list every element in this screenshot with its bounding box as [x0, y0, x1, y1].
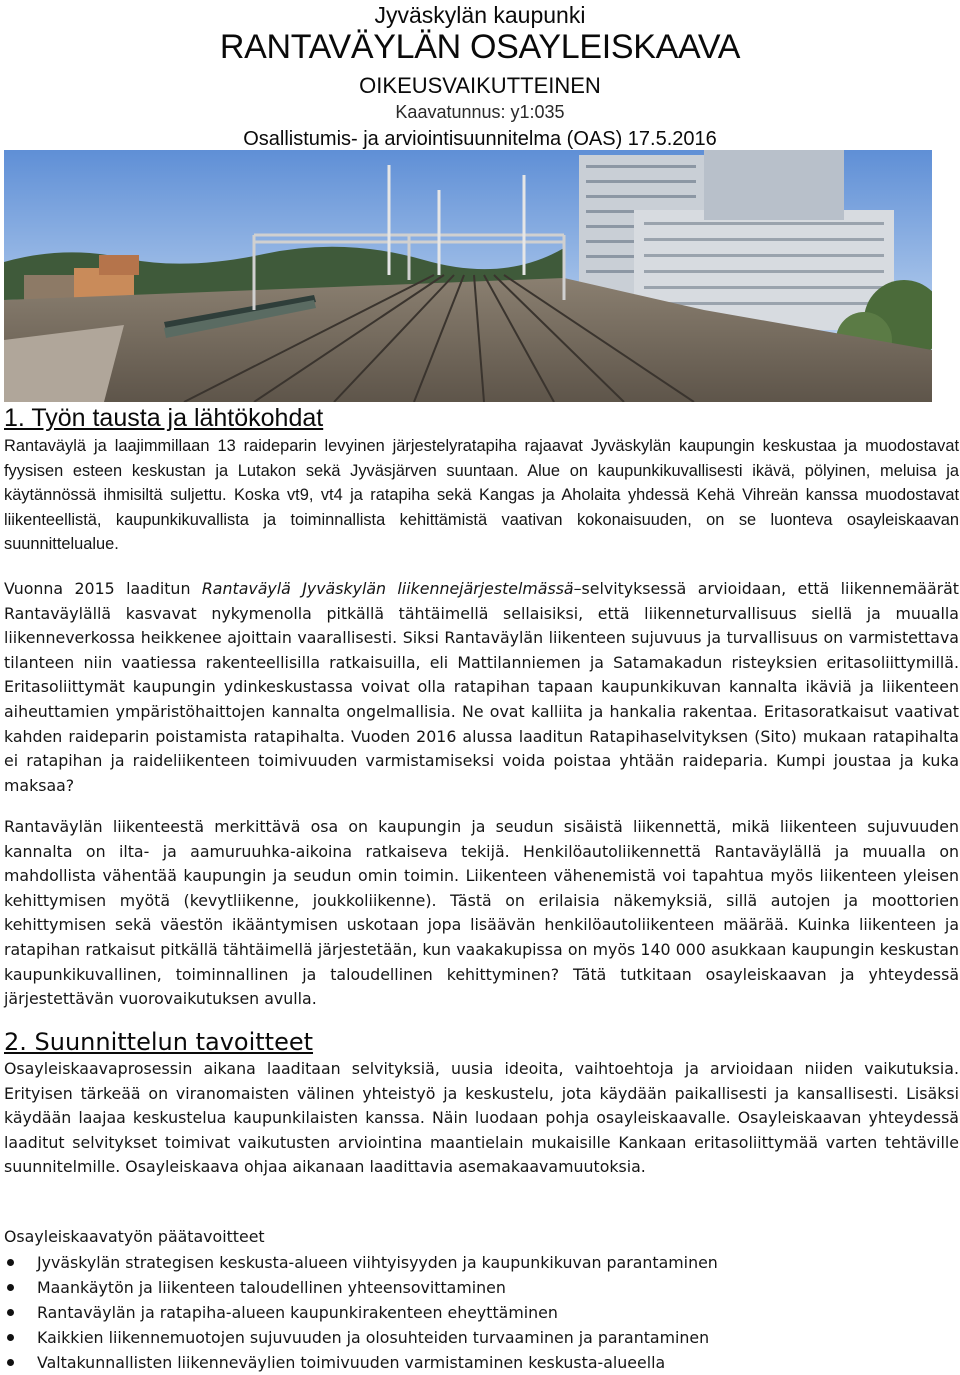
bullet-icon [7, 1359, 14, 1366]
plan-code: Kaavatunnus: y1:035 [395, 102, 565, 122]
list-item [0, 1300, 718, 1325]
goal-text: Kaikkien liikennemuotojen sujuvuuden ja olosuhteiden turvaaminen ja parantaminen [37, 1328, 710, 1347]
list-item [0, 1350, 718, 1375]
paragraph-background: Rantaväylä ja laajimmillaan 13 raideparin levyinen järjestelyratapiha rajaavat Jyväskylän kaupungin keskustaa ja muodostavat fyysisen esteen keskustan ja Lutakon sekä Jyväsjärven suuntaan. Alue on kaupunkikuvallisesti ikävä, pölyinen, meluisa ja käytännössä ihmisiltä suljettu. Koska vt9, vt4 ja ratapiha sekä Kangas ja Aholaita yhdessä Kehä Vihreän kanssa muodostavat liikenteellistä, kaupunkikuvallista ja toiminnallista kehittämistä vaativan kokonaisuuden, on se luonteva osayleiskaavan suunnittelualue. [4, 437, 959, 554]
bullet-icon [7, 1259, 14, 1266]
paragraph-traffic-study [4, 577, 959, 798]
list-item [0, 1250, 718, 1275]
document-subtitle: OIKEUSVAIKUTTEINEN [359, 73, 601, 98]
goals-list [0, 1250, 718, 1375]
railyard-photo [4, 150, 932, 402]
goal-text: Maankäytön ja liikenteen taloudellinen yhteensovittaminen [37, 1278, 506, 1297]
section-heading-background: 1. Työn tausta ja lähtökohdat [4, 404, 324, 432]
goals-intro: Osayleiskaavatyön päätavoitteet [4, 1227, 265, 1246]
goal-text: Valtakunnallisten liikenneväylien toimivuuden varmistaminen keskusta-alueella [37, 1353, 666, 1372]
list-item [0, 1325, 718, 1350]
paragraph-local-traffic: Rantaväylän liikenteestä merkittävä osa on kaupungin ja seudun sisäistä liikennettä, mikä liikenteen sujuvuuden kannalta on ilta- ja aamuruuhka-aikoina ratkaiseva tekijä. Henkilöautoliikennettä Rantaväylällä ja muualla on mahdollista vähentää kaupungin ja seudun omin toimin. Liikenteen vähenemistä voi tapahtua myös liikenteen yleisen kehittymisen myötä (kevytliikenne, joukkoliikenne). Tästä on erilaisia näkemyksiä, sillä autojen ja moottorien kehittymisen sekä väestön ikääntymisen uskotaan jopa lisäävän henkilöautoliikenteen määrää. Kuinka liikenteen ja ratapihan ratkaisut pitkällä tähtäimellä järjestetään, kun vaakakupissa on myös 140 000 asukkaan kaupungin keskustan kaupunkikuvallinen, toiminnallinen ja taloudellinen kehittyminen? Tätä tutkitaan osayleiskaavan ja yhteydessä järjestettävän vuorovaikutuksen avulla. [4, 817, 959, 1009]
goal-text: Rantaväylän ja ratapiha-alueen kaupunkirakenteen eheyttäminen [37, 1303, 558, 1322]
study-title: Rantaväylä Jyväskylän liikennejärjestelmässä [201, 579, 574, 598]
paragraph-text: –selvityksessä arvioidaan, että liikennemäärät Rantaväylällä kasvavat nykymenolla pitkällä tähtäimellä sellaisiksi, että liikenneturvallisuus siellä ja muualla liikenneverkossa heikkenee ajoittain vaarallisesti. Siksi Rantaväylän liikenteen sujuvuus ja turvallisuus on varmistettava tilanteen niin vaatiessa rakenteellisilla ratkaisuilla, eli Mattilanniemen ja Satamakadun risteyksien eritasoliittymillä. Eritasoliittymät kaupungin ydinkeskustassa voivat olla ratapihan tapaan kaupunkikuvan kannalta ikäviä ja liikenteen aiheuttamien ympäristöhaittojen kannalta ongelmallisia. Ne ovat kalliita ja hankalia rakentaa. Eritasoratkaisut vaativat kahden raideparin poistamista ratapihalta. Vuoden 2016 alussa laaditun Ratapihaselvityksen (Sito) mukaan ratapihalta ei ratapihan ja raideliikenteen toimivuuden varmistamiseksi voida poistaa yhtään raideparia. Kumpi joustaa ja kuka maksaa? [4, 579, 959, 795]
bullet-icon [7, 1309, 14, 1316]
document-type-date: Osallistumis- ja arviointisuunnitelma (OAS) 17.5.2016 [243, 128, 717, 150]
goal-text: Jyväskylän strategisen keskusta-alueen viihtyisyyden ja kaupunkikuvan parantaminen [37, 1253, 718, 1272]
list-item [0, 1275, 718, 1300]
paragraph-text: Vuonna 2015 laaditun [4, 579, 202, 598]
paragraph-process: Osayleiskaavaprosessin aikana laaditaan selvityksiä, uusia ideoita, vaihtoehtoja ja arvioidaan niiden vaikutuksia. Erityisen tärkeää on viranomaisten välinen yhteistyö ja keskustelu, jota käydään paikallisesti ja kansallisesti. Lisäksi käydään laajaa keskustelua kaupunkilaisten kanssa. Näin luodaan pohja osayleiskaavalle. Osayleiskaavan yhteydessä laaditut selvitykset toimivat vaikutusten arviointina maantielain mukaisille Kankaan eritasoliittymää varten tehtäville suunnitelmille. Osayleiskaava ohjaa aikanaan laadittavia asemakaavamuutoksia. [4, 1059, 959, 1177]
section-heading-goals: 2. Suunnittelun tavoitteet [4, 1028, 314, 1056]
bullet-icon [7, 1334, 14, 1341]
bullet-icon [7, 1284, 14, 1291]
document-title: RANTAVÄYLÄN OSAYLEISKAAVA [219, 28, 741, 66]
city-name: Jyväskylän kaupunki [374, 2, 586, 28]
